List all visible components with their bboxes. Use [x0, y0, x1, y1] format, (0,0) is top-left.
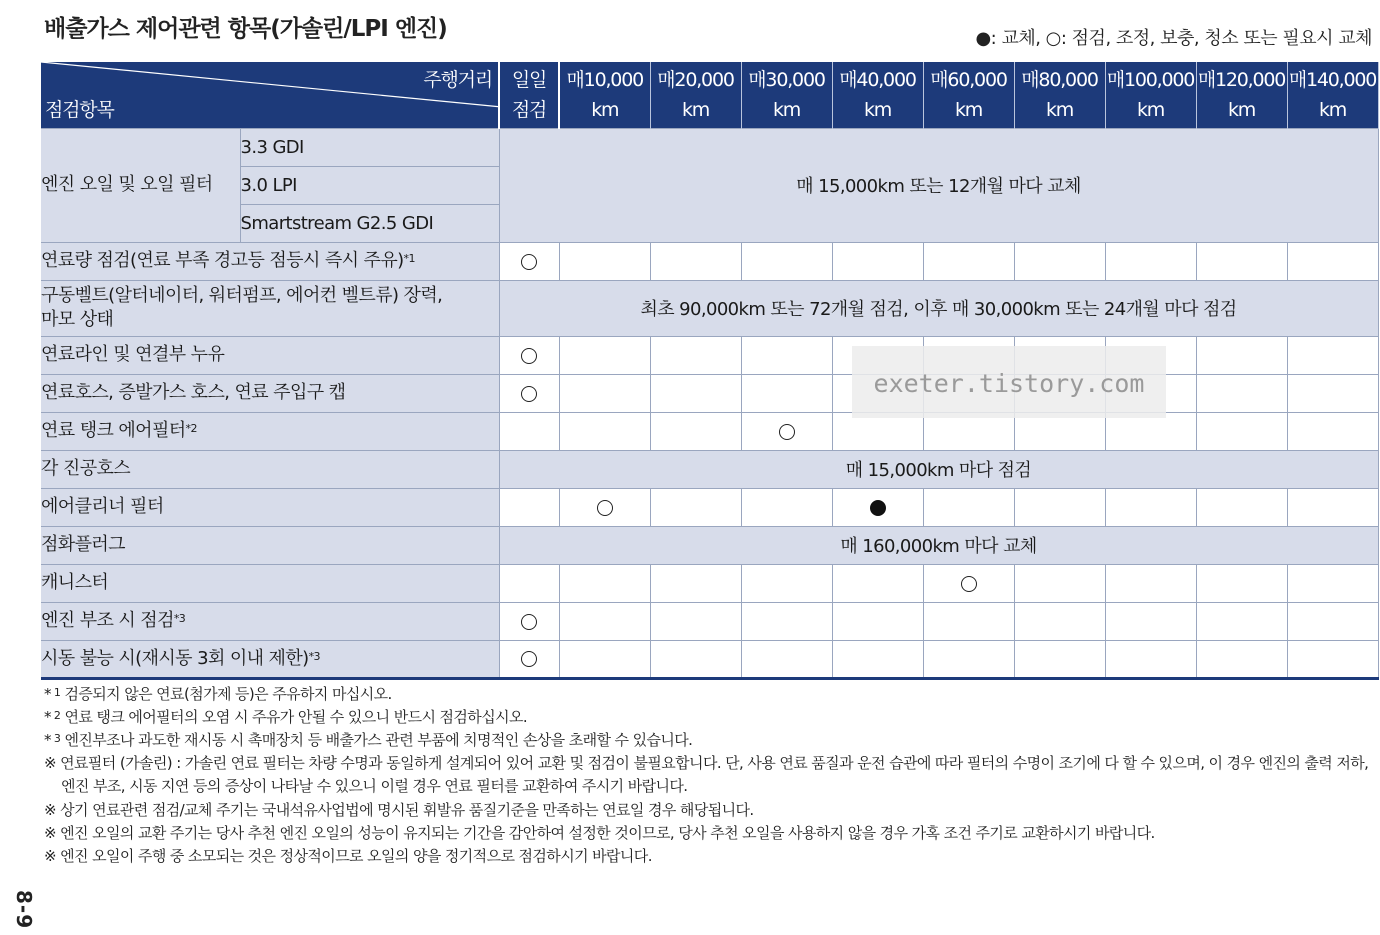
interval-cell: [559, 564, 650, 602]
interval-cell: [741, 602, 832, 640]
interval-cell: [559, 374, 650, 412]
daily-check-cell: [499, 412, 559, 450]
interval-header: 매30,000 km: [741, 62, 832, 128]
interval-cell: [741, 374, 832, 412]
vacuum-hose-interval-note: 매 15,000km 마다 점검: [499, 450, 1378, 488]
interval-cell: [1014, 242, 1105, 280]
interval-cell: [923, 564, 1014, 602]
interval-cell: [1014, 640, 1105, 678]
row-label-fuel-line: 연료라인 및 연결부 누유: [41, 336, 499, 374]
daily-check-cell: [499, 242, 559, 280]
row-label-air-cleaner: 에어클리너 필터: [41, 488, 499, 526]
drive-belt-interval-note: 최초 90,000km 또는 72개월 점검, 이후 매 30,000km 또는 24개월 마다 점검: [499, 280, 1378, 336]
interval-cell: [650, 488, 741, 526]
interval-cell: [832, 242, 923, 280]
table-row: [41, 488, 1378, 526]
interval-cell: [741, 412, 832, 450]
interval-cell: [1196, 412, 1287, 450]
footnote-fuel-filter: ※ 연료필터 (가솔린) : 가솔린 연료 필터는 차량 수명과 동일하게 설계되어 있어 교환 및 점검이 불필요합니다. 단, 사용 연료 품질과 운전 습관에 따라 필터의 수명이 조기에 다 할 수 있으며, 이 경우 엔진의 출력 저하,: [44, 754, 1369, 772]
page-number: 8-9: [12, 890, 36, 930]
interval-header: 매80,000 km: [1014, 62, 1105, 128]
interval-cell: [1014, 488, 1105, 526]
check-mark-icon: [961, 576, 977, 592]
interval-cell: [1014, 602, 1105, 640]
table-row: [41, 128, 1378, 166]
interval-cell: [1105, 602, 1196, 640]
check-mark-icon: [521, 614, 537, 630]
daily-check-cell: [499, 602, 559, 640]
interval-cell: [923, 602, 1014, 640]
table-header-row: [41, 62, 1378, 128]
interval-cell: [650, 602, 741, 640]
interval-cell: [1196, 564, 1287, 602]
table-row: [41, 602, 1378, 640]
maintenance-table: [41, 62, 1379, 680]
interval-cell: [1014, 564, 1105, 602]
interval-cell: [1196, 374, 1287, 412]
table-row: [41, 640, 1378, 678]
interval-cell: [1287, 242, 1378, 280]
engine-oil-interval-note: 매 15,000km 또는 12개월 마다 교체: [499, 128, 1378, 242]
interval-cell: [1196, 336, 1287, 374]
check-mark-icon: [521, 386, 537, 402]
page-title: 배출가스 제어관련 항목(가솔린/LPI 엔진): [44, 16, 447, 42]
interval-cell: [741, 242, 832, 280]
row-label-tank-air-filter: 연료 탱크 에어필터$^{*2}$: [41, 412, 499, 450]
interval-header: 매120,000 km: [1196, 62, 1287, 128]
row-label-canister: 캐니스터: [41, 564, 499, 602]
row-label-drive-belt: 구동벨트(알터네이터, 워터펌프, 에어컨 벨트류) 장력, 마모 상태: [41, 280, 499, 336]
daily-check-cell: [499, 488, 559, 526]
spark-plug-interval-note: 매 160,000km 마다 교체: [499, 526, 1378, 564]
distance-header: 주행거리: [423, 69, 492, 91]
interval-cell: [1105, 488, 1196, 526]
interval-cell: [1287, 564, 1378, 602]
interval-header: 매10,000 km: [559, 62, 650, 128]
interval-cell: [832, 564, 923, 602]
footnote-fuel-filter-cont: 엔진 부조, 시동 지연 등의 증상이 나타날 수 있으니 이럴 경우 연료 필터를 교환하여 주시기 바랍니다.: [61, 777, 688, 795]
table-row: [41, 374, 1378, 412]
check-mark-icon: [521, 254, 537, 270]
row-label-vacuum-hose: 각 진공호스: [41, 450, 499, 488]
watermark: exeter.tistory.com: [852, 346, 1166, 418]
interval-cell: [832, 602, 923, 640]
interval-header: 매140,000 km: [1287, 62, 1378, 128]
interval-header: 매20,000 km: [650, 62, 741, 128]
interval-cell: [832, 488, 923, 526]
interval-cell: [559, 336, 650, 374]
interval-header: 매60,000 km: [923, 62, 1014, 128]
item-header: 점검항목: [45, 98, 114, 121]
footnote: ※ 엔진 오일의 교환 주기는 당사 추천 엔진 오일의 성능이 유지되는 기간을 감안하여 설정한 것이므로, 당사 추천 오일을 사용하지 않을 경우 가혹 조건 주기로 교환하시기 바랍니다.: [44, 824, 1155, 842]
interval-cell: [650, 412, 741, 450]
row-label-engine-misfire: 엔진 부조 시 점검$^{*3}$: [41, 602, 499, 640]
footnote: ※ 상기 연료관련 점검/교체 주기는 국내석유사업법에 명시된 휘발유 품질기준을 만족하는 연료일 경우 해당됩니다.: [44, 801, 754, 819]
daily-check-cell: [499, 336, 559, 374]
interval-cell: [559, 640, 650, 678]
interval-cell: [650, 242, 741, 280]
interval-cell: [1287, 336, 1378, 374]
row-label-start-failure: 시동 불능 시(재시동 3회 이내 제한)$^{*3}$: [41, 640, 499, 678]
daily-check-cell: [499, 564, 559, 602]
interval-cell: [741, 488, 832, 526]
interval-cell: [559, 602, 650, 640]
row-label-spark-plug: 점화플러그: [41, 526, 499, 564]
interval-cell: [650, 640, 741, 678]
interval-cell: [1287, 640, 1378, 678]
table-row: [41, 336, 1378, 374]
interval-cell: [741, 564, 832, 602]
engine-variant: 3.0 LPI: [240, 166, 499, 204]
table-row: [41, 280, 1378, 336]
footnotes: [44, 683, 1378, 868]
corner-header: [41, 62, 499, 128]
interval-cell: [1287, 602, 1378, 640]
table-row: [41, 450, 1378, 488]
table-row: [41, 564, 1378, 602]
interval-cell: [1196, 488, 1287, 526]
footnote: * $^1$ 검증되지 않은 연료(첨가제 등)은 주유하지 마십시오.: [44, 685, 392, 703]
interval-header: 매40,000 km: [832, 62, 923, 128]
interval-cell: [1105, 242, 1196, 280]
interval-cell: [1105, 640, 1196, 678]
row-label-engine-oil: 엔진 오일 및 오일 필터: [41, 128, 240, 242]
symbol-legend: ●: 교체, ○: 점검, 조정, 보충, 청소 또는 필요시 교체: [975, 28, 1372, 49]
interval-cell: [1196, 242, 1287, 280]
footnote: ※ 엔진 오일이 주행 중 소모되는 것은 정상적이므로 오일의 양을 정기적으로 점검하시기 바랍니다.: [44, 847, 652, 865]
interval-cell: [650, 336, 741, 374]
replace-mark-icon: [870, 500, 886, 516]
interval-cell: [650, 374, 741, 412]
daily-check-cell: [499, 374, 559, 412]
interval-header: 매100,000 km: [1105, 62, 1196, 128]
engine-variant: 3.3 GDI: [240, 128, 499, 166]
interval-cell: [559, 488, 650, 526]
interval-cell: [1287, 412, 1378, 450]
daily-check-header: 일일 점검: [499, 62, 559, 128]
interval-cell: [1287, 374, 1378, 412]
interval-cell: [923, 640, 1014, 678]
interval-cell: [832, 640, 923, 678]
check-mark-icon: [521, 651, 537, 667]
check-mark-icon: [521, 348, 537, 364]
interval-cell: [1287, 488, 1378, 526]
interval-cell: [650, 564, 741, 602]
table-row: [41, 242, 1378, 280]
interval-cell: [559, 242, 650, 280]
table-row: [41, 412, 1378, 450]
check-mark-icon: [597, 500, 613, 516]
daily-check-cell: [499, 640, 559, 678]
footnote: * $^3$ 엔진부조나 과도한 재시동 시 촉매장치 등 배출가스 관련 부품에 치명적인 손상을 초래할 수 있습니다.: [44, 731, 693, 749]
check-mark-icon: [779, 424, 795, 440]
table-row: [41, 526, 1378, 564]
interval-cell: [923, 488, 1014, 526]
row-label-fuel-hose: 연료호스, 증발가스 호스, 연료 주입구 캡: [41, 374, 499, 412]
interval-cell: [559, 412, 650, 450]
row-label-fuel-level: 연료량 점검(연료 부족 경고등 점등시 즉시 주유)$^{*1}$: [41, 242, 499, 280]
interval-cell: [741, 640, 832, 678]
interval-cell: [1196, 640, 1287, 678]
interval-cell: [1105, 564, 1196, 602]
interval-cell: [741, 336, 832, 374]
interval-cell: [923, 242, 1014, 280]
interval-cell: [1196, 602, 1287, 640]
footnote: * $^2$ 연료 탱크 에어필터의 오염 시 주유가 안될 수 있으니 반드시 점검하십시오.: [44, 708, 528, 726]
engine-variant: Smartstream G2.5 GDI: [240, 204, 499, 242]
